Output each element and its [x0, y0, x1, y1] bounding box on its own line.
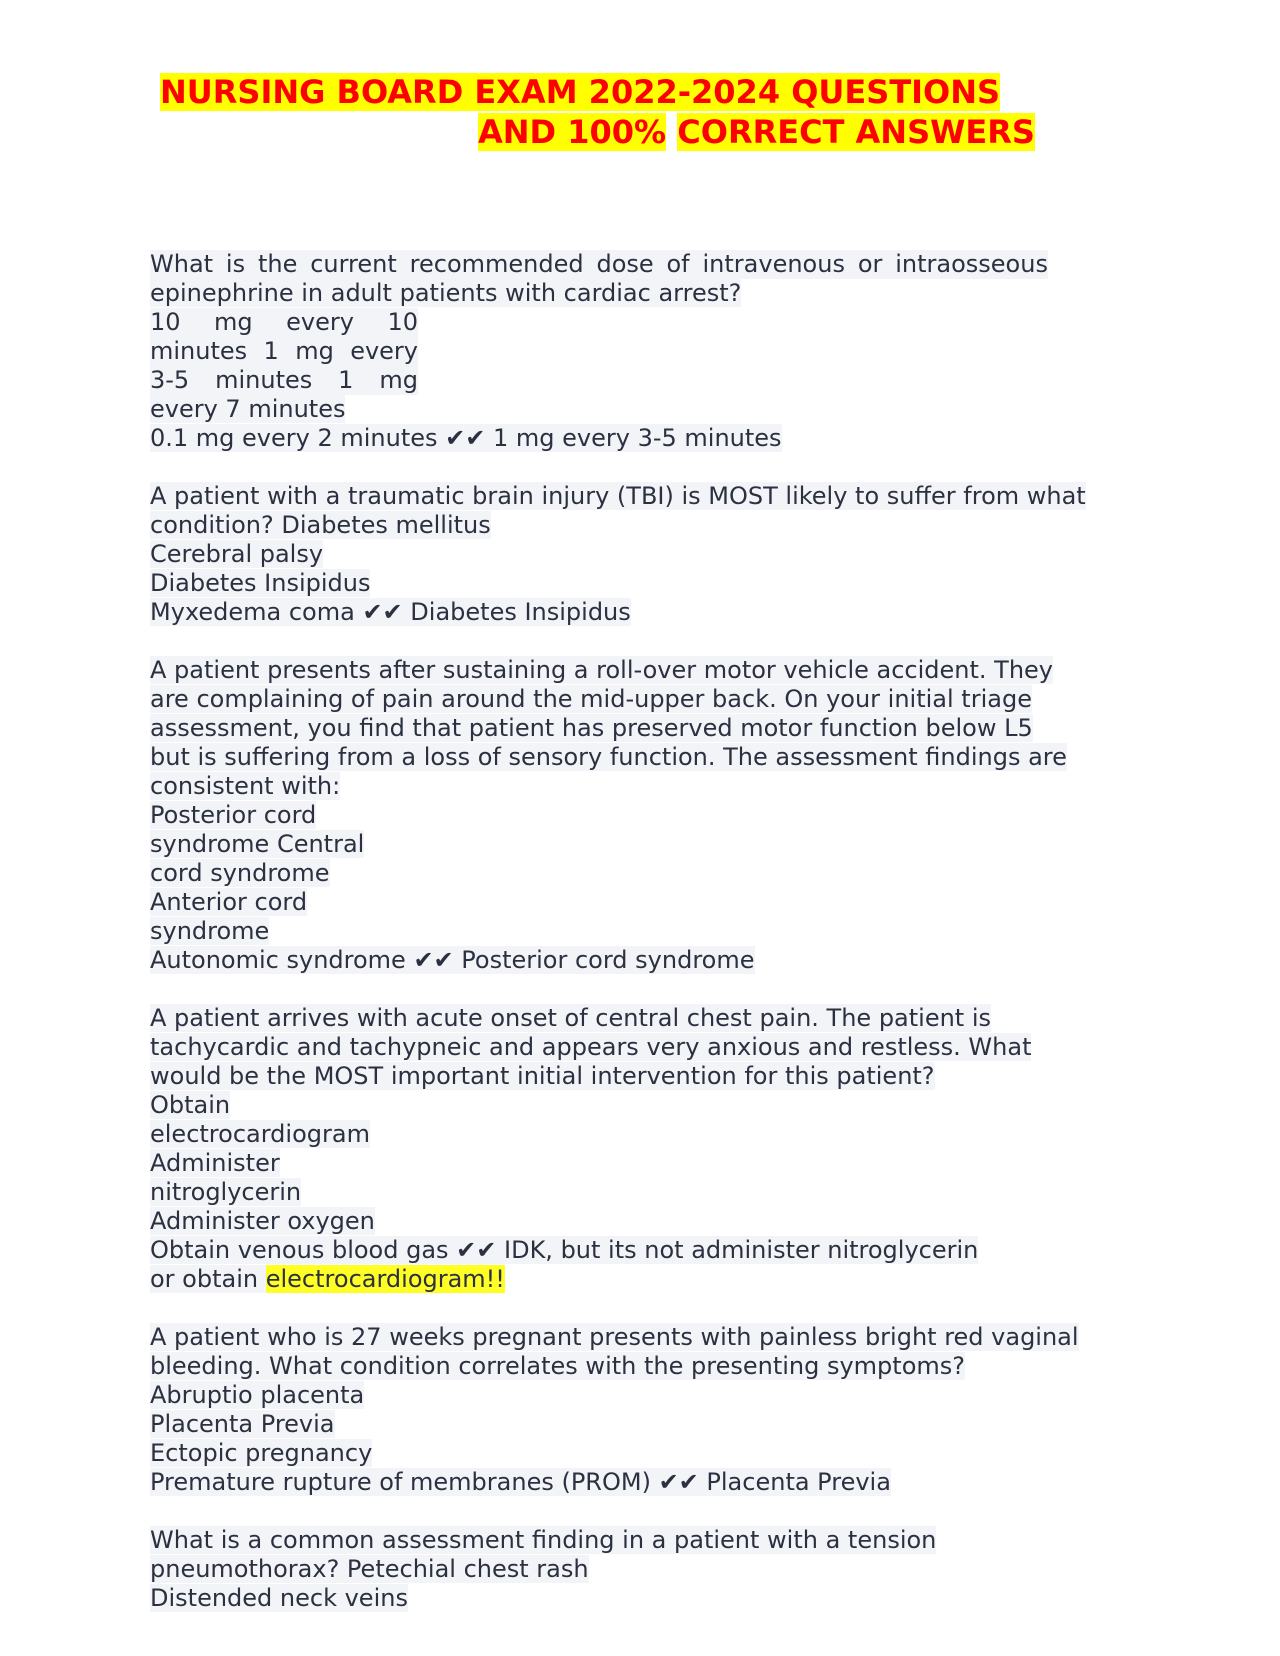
word: mg: [379, 366, 418, 394]
question-3-line-10: syndrome: [150, 917, 270, 945]
question-3-line-3: assessment, you find that patient has preserved motor function below L5: [150, 714, 1033, 742]
question-1-answer-line: 0.1 mg every 2 minutes ✔✔ 1 mg every 3-5 minutes: [150, 424, 782, 452]
highlighted-answer: electrocardiogram!!: [265, 1265, 505, 1293]
question-2-line-4: Diabetes Insipidus: [150, 569, 371, 597]
question-5-line-4: Placenta Previa: [150, 1410, 335, 1438]
word: minutes: [150, 337, 248, 365]
question-3-line-4: but is suffering from a loss of sensory function. The assessment findings are: [150, 743, 1067, 771]
title-line-1-text: NURSING BOARD EXAM 2022-2024 QUESTIONS: [160, 73, 1001, 111]
question-3-line-1: A patient presents after sustaining a roll-over motor vehicle accident. They: [150, 656, 1053, 684]
question-1-option-line-4: every 7 minutes: [150, 395, 346, 423]
title-line-2: [160, 112, 1080, 152]
question-1-option-line-3: [150, 366, 418, 395]
word: mg: [214, 308, 253, 336]
question-4-line-3: would be the MOST important initial intervention for this patient?: [150, 1062, 935, 1090]
spacer: [150, 627, 1140, 656]
question-5-line-2: bleeding. What condition correlates with the presenting symptoms?: [150, 1352, 966, 1380]
question-3-line-5: consistent with:: [150, 772, 341, 800]
question-6-line-1: What is a common assessment finding in a patient with a tension: [150, 1526, 937, 1554]
question-1-line-1: [150, 250, 1048, 279]
spacer: [150, 975, 1140, 1004]
question-3-answer-line: Autonomic syndrome ✔✔ Posterior cord syndrome: [150, 946, 755, 974]
word: intraosseous: [895, 250, 1048, 278]
question-1-option-line-1: [150, 308, 418, 337]
word: 10: [387, 308, 418, 336]
question-4-line-7: nitroglycerin: [150, 1178, 302, 1206]
spacer: [150, 1497, 1140, 1526]
question-2-line-2: condition? Diabetes mellitus: [150, 511, 491, 539]
question-3-line-6: Posterior cord: [150, 801, 317, 829]
question-4-line-2: tachycardic and tachypneic and appears very anxious and restless. What: [150, 1033, 1032, 1061]
question-5-line-5: Ectopic pregnancy: [150, 1439, 373, 1467]
word: What: [150, 250, 214, 278]
title-line-2a-text: AND 100%: [478, 113, 667, 151]
word: recommended: [409, 250, 584, 278]
word: minutes: [215, 366, 313, 394]
question-6-line-2: pneumothorax? Petechial chest rash: [150, 1555, 589, 1583]
word: 10: [150, 308, 181, 336]
word: 1: [338, 366, 354, 394]
word: of: [666, 250, 690, 278]
spacer: [150, 1294, 1140, 1323]
question-2-line-3: Cerebral palsy: [150, 540, 324, 568]
word: mg: [295, 337, 334, 365]
word: or: [857, 250, 883, 278]
question-3-line-9: Anterior cord: [150, 888, 308, 916]
question-3-line-8: cord syndrome: [150, 859, 330, 887]
word: is: [225, 250, 246, 278]
question-5-line-3: Abruptio placenta: [150, 1381, 365, 1409]
word: every: [286, 308, 354, 336]
word: dose: [596, 250, 654, 278]
question-3: [150, 656, 1140, 975]
question-1: [150, 250, 1140, 453]
question-6: [150, 1526, 1140, 1613]
question-6-line-3: Distended neck veins: [150, 1584, 408, 1612]
question-2-line-1: A patient with a traumatic brain injury (TBI) is MOST likely to suffer from what: [150, 482, 1086, 510]
question-2-answer-line: Myxedema coma ✔✔ Diabetes Insipidus: [150, 598, 631, 626]
question-4-line-4: Obtain: [150, 1091, 231, 1119]
word: intravenous: [702, 250, 845, 278]
question-4: [150, 1004, 1140, 1294]
document-title: [160, 72, 1080, 152]
word: 1: [263, 337, 279, 365]
question-4-line-1: A patient arrives with acute onset of central chest pain. The patient is: [150, 1004, 992, 1032]
word: current: [310, 250, 397, 278]
question-5: [150, 1323, 1140, 1497]
question-5-line-1: A patient who is 27 weeks pregnant presents with painless bright red vaginal: [150, 1323, 1079, 1351]
document-body: [150, 250, 1140, 1613]
title-line-1: [160, 72, 1080, 112]
word: the: [257, 250, 298, 278]
title-line-2b-text: CORRECT ANSWERS: [677, 113, 1035, 151]
question-4-line-5: electrocardiogram: [150, 1120, 370, 1148]
question-4-line-8: Administer oxygen: [150, 1207, 375, 1235]
question-2: [150, 482, 1140, 627]
word: 3-5: [150, 366, 190, 394]
question-3-line-2: are complaining of pain around the mid-upper back. On your initial triage: [150, 685, 1032, 713]
question-5-answer-line: Premature rupture of membranes (PROM) ✔✔ Placenta Previa: [150, 1468, 891, 1496]
word: every: [350, 337, 418, 365]
question-3-line-7: syndrome Central: [150, 830, 365, 858]
spacer: [150, 453, 1140, 482]
question-4-answer-line-2: or obtain electrocardiogram!!: [150, 1265, 505, 1293]
question-1-option-line-2: [150, 337, 418, 366]
question-4-line-6: Administer: [150, 1149, 280, 1177]
question-1-line-2: epinephrine in adult patients with cardiac arrest?: [150, 279, 742, 307]
question-4-answer-line: Obtain venous blood gas ✔✔ IDK, but its not administer nitroglycerin: [150, 1236, 979, 1264]
